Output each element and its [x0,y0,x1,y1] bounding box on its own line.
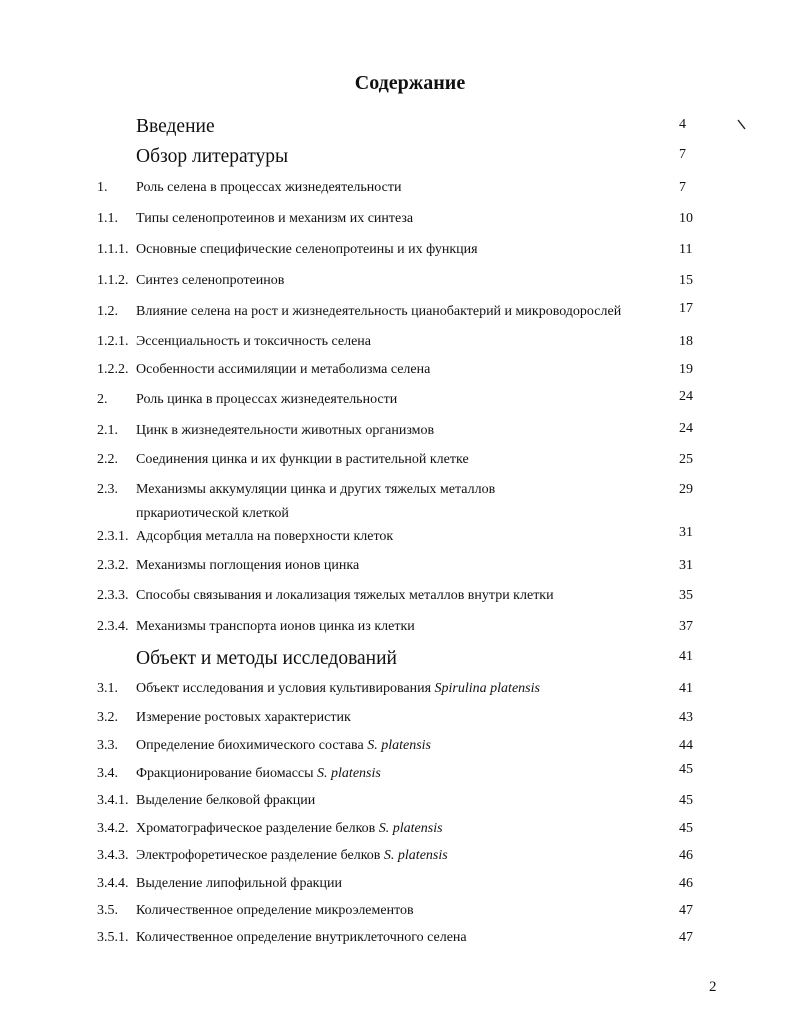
toc-entry-number: 3.4.2. [97,821,129,836]
toc-entry-title [136,273,284,289]
toc-entry-title [136,710,351,726]
page-title: Содержание [354,72,466,94]
toc-entry-page: 31 [679,525,693,540]
toc-entry-title [136,766,381,782]
toc-entry-number: 3.4. [97,766,118,781]
toc-entry-number: 2.3.2. [97,558,129,573]
toc-entry-number: 2.3. [97,482,118,497]
toc-entry [0,334,797,356]
toc-entry [0,619,797,641]
toc-entry-title-text: Влияние селена на рост и жизнедеятельность цианобактерий и микроводорослей [136,304,622,319]
toc-entry-number: 3.4.3. [97,848,129,863]
toc-entry-title-text: Особенности ассимиляции и метаболизма селена [136,362,431,377]
toc-entry-title [136,619,415,635]
toc-entry-page: 24 [679,421,693,436]
toc-entry [0,116,797,141]
toc-entry-title [136,529,393,545]
toc-entry-title-text: Измерение ростовых характеристик [136,710,351,725]
toc-entry-title-text: Роль селена в процессах жизнедеятельности [136,180,402,195]
toc-entry-number: 1.2.2. [97,362,129,377]
toc-entry [0,525,797,551]
toc-entry [0,648,797,673]
toc-entry-title [136,242,478,258]
toc-entry-title-text: Хроматографическое разделение белков [136,821,379,836]
toc-entry-title [136,423,434,439]
toc-entry [0,903,797,925]
toc-entry-title [136,482,495,498]
toc-entry-title [136,588,554,604]
toc-entry-title-text: Роль цинка в процессах жизнедеятельности [136,392,398,407]
toc-entry-title [136,903,414,919]
toc-entry-title [136,116,215,138]
toc-entry-page: 46 [679,876,693,891]
toc-entry-title [136,930,467,946]
toc-entry-page: 37 [679,619,693,634]
toc-entry-page: 45 [679,762,693,777]
toc-entry-number: 1. [97,180,108,195]
toc-entry-title [136,180,401,196]
toc-entry-page: 24 [679,389,693,404]
toc-entry [0,146,797,171]
toc-entry [0,848,797,870]
toc-entry-species-name: S. platensis [367,738,431,753]
toc-entry-title-text: Механизмы поглощения ионов цинка [136,558,360,573]
toc-entry-title-text: Типы селенопротеинов и механизм их синтеза [136,211,414,226]
toc-entry-number: 1.2. [97,304,118,319]
toc-entry-page: 11 [679,242,693,257]
toc-entry-page: 25 [679,452,693,467]
toc-entry-species-name: S. platensis [317,766,381,781]
toc-entry-title [136,334,371,350]
toc-entry-title [136,876,342,892]
toc-entry-title-text: Определение биохимического состава [136,738,368,753]
toc-entry-page: 35 [679,588,693,603]
toc-entry-page: 19 [679,362,693,377]
toc-entry-page: 7 [679,180,686,195]
toc-entry [0,452,797,474]
toc-entry-title-text: Количественное определение микроэлементов [136,903,414,918]
toc-entry-title-continuation: пркариотической клеткой [136,506,289,521]
toc-entry-page: 44 [679,738,693,753]
toc-entry [0,423,797,445]
toc-entry-title [136,146,288,168]
toc-entry-title [136,681,540,697]
toc-entry-page: 46 [679,848,693,863]
toc-entry-page: 17 [679,301,693,316]
toc-entry-page: 47 [679,930,693,945]
toc-entry-number: 2.1. [97,423,118,438]
toc-entry-number: 3.3. [97,738,118,753]
toc-entry [0,242,797,264]
toc-entry-title-text: Синтез селенопротеинов [136,273,285,288]
toc-entry [0,762,797,788]
toc-entry-title-text: Механизмы аккумуляции цинка и других тяжелых металлов [136,482,496,497]
toc-entry-page: 47 [679,903,693,918]
toc-entry-title [136,738,431,754]
toc-entry-species-name: Spirulina platensis [434,681,540,696]
toc-entry-title-text: Способы связывания и локализация тяжелых металлов внутри клетки [136,588,554,603]
toc-entry-page: 18 [679,334,693,349]
toc-entry-page: 45 [679,821,693,836]
toc-entry-number: 3.1. [97,681,118,696]
toc-entry-title [136,452,469,468]
toc-entry [0,362,797,384]
toc-entry-number: 1.1. [97,211,118,226]
toc-entry-number: 2.3.3. [97,588,129,603]
toc-entry [0,588,797,610]
toc-entry-page: 41 [679,649,693,664]
toc-entry [0,681,797,703]
toc-entry [0,482,797,521]
toc-entry-title-text: Электрофоретическое разделение белков [136,848,384,863]
toc-entry-title [136,793,315,809]
toc-entry-title [136,392,397,408]
toc-entry-number: 2.3.4. [97,619,129,634]
toc-entry [0,558,797,580]
toc-entry-number: 1.1.1. [97,242,129,257]
toc-entry-number: 2.2. [97,452,118,467]
toc-entry-species-name: S. platensis [378,821,443,836]
toc-entry-title [136,211,413,227]
toc-entry [0,738,797,760]
toc-entry-title-text: Основные специфические селенопротеины и их функция [136,242,478,257]
toc-entry-title-text: Введение [136,116,215,137]
toc-entry-title-text: Выделение липофильной фракции [136,876,342,891]
toc-entry-title-text: Выделение белковой фракции [136,793,316,808]
toc-entry-number: 2. [97,392,108,407]
toc-entry [0,930,797,952]
toc-entry-title [136,848,448,864]
toc-entry-title-text: Обзор литературы [136,146,289,167]
toc-entry-page: 43 [679,710,693,725]
toc-entry-number: 3.5.1. [97,930,129,945]
toc-entry-title-text: Объект и методы исследований [136,648,397,669]
toc-entry-title [136,558,359,574]
toc-entry-title-text: Объект исследования и условия культивирования [136,681,435,696]
toc-entry-page: 31 [679,558,693,573]
toc-entry-number: 1.2.1. [97,334,129,349]
toc-entry-title-text: Соединения цинка и их функции в растительной клетке [136,452,469,467]
toc-entry-title-text: Механизмы транспорта ионов цинка из клетки [136,619,415,634]
toc-entry-page: 45 [679,793,693,808]
toc-entry-title [136,821,443,837]
toc-entry [0,876,797,898]
toc-entry-page: 4 [679,117,686,132]
toc-entry [0,710,797,732]
toc-entry-page: 15 [679,273,693,288]
toc-entry-title-text: Эссенциальность и токсичность селена [136,334,371,349]
toc-entry-title-text: Адсорбция металла на поверхности клеток [136,529,394,544]
toc-entry-title [136,304,621,320]
toc-entry [0,389,797,414]
toc-entry-number: 3.4.4. [97,876,129,891]
toc-entry [0,821,797,843]
toc-entry [0,180,797,202]
toc-entry-number: 3.5. [97,903,118,918]
toc-entry-page: 41 [679,681,693,696]
toc-entry-number: 2.3.1. [97,529,129,544]
toc-entry-title-text: Фракционирование биомассы [136,766,318,781]
toc-entry [0,211,797,233]
toc-entry-title-text: Количественное определение внутриклеточного селена [136,930,467,945]
toc-entry-species-name: S. platensis [383,848,448,863]
toc-entry-title [136,362,430,378]
toc-entry-page: 7 [679,147,686,162]
page-number: 2 [709,979,717,995]
toc-entry [0,301,797,326]
toc-entry [0,793,797,815]
toc-entry-number: 3.4.1. [97,793,129,808]
toc-entry-title-text: Цинк в жизнедеятельности животных организмов [136,423,435,438]
toc-entry-title [136,648,397,670]
toc-entry-page: 29 [679,482,693,497]
toc-entry [0,273,797,295]
toc-entry-number: 3.2. [97,710,118,725]
toc-entry-page: 10 [679,211,693,226]
toc-entry-number: 1.1.2. [97,273,129,288]
